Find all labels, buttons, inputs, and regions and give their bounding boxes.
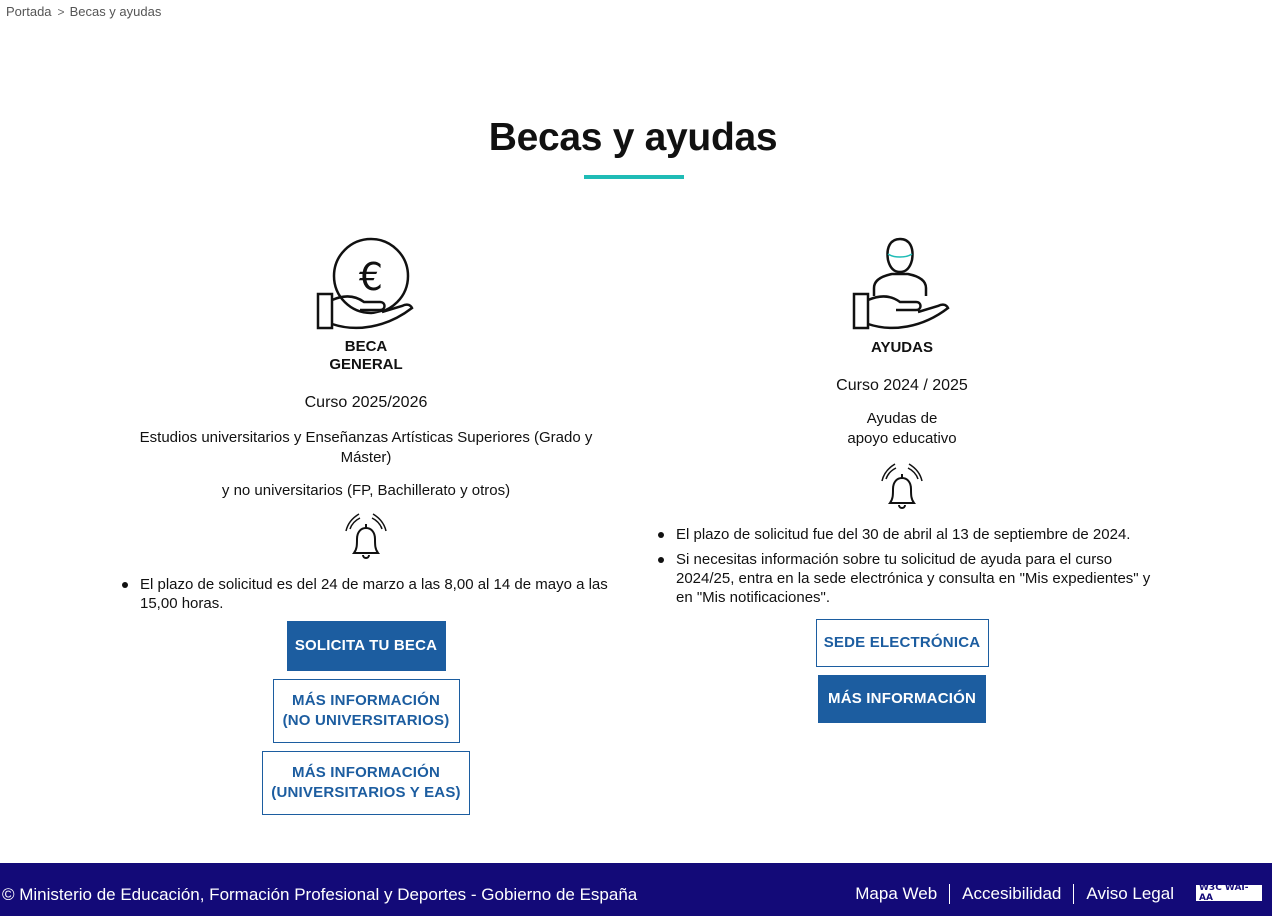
- breadcrumb-home-link[interactable]: Portada: [6, 4, 52, 19]
- title-underline: [584, 175, 684, 179]
- ayudas-info-list: [650, 525, 1154, 607]
- beca-general-course: Curso 2025/2026: [304, 394, 428, 411]
- list-item: El plazo de solicitud fue del 30 de abril al 13 de septiembre de 2024.: [654, 525, 1154, 544]
- bell-ringing-icon: [341, 513, 391, 561]
- breadcrumb: [6, 4, 161, 19]
- accesibilidad-link[interactable]: Accesibilidad: [962, 884, 1062, 903]
- ayudas-card: [650, 236, 1154, 723]
- breadcrumb-current: Becas y ayudas: [69, 4, 162, 19]
- aviso-legal-link[interactable]: Aviso Legal: [1086, 884, 1174, 903]
- w3c-wai-aa-badge[interactable]: W3C WAI-AA: [1196, 885, 1262, 901]
- bell-ringing-icon: [877, 463, 927, 511]
- page-title: Becas y ayudas: [488, 116, 778, 159]
- beca-general-description: Estudios universitarios y Enseñanzas Artísticas Superiores (Grado y Máster): [139, 429, 593, 466]
- chevron-right-icon: >: [57, 4, 65, 19]
- beca-general-description-2: y no universitarios (FP, Bachillerato y otros): [221, 482, 511, 499]
- ayudas-mas-informacion-button[interactable]: MÁS INFORMACIÓN: [818, 675, 986, 723]
- beca-general-info-list: [118, 575, 614, 613]
- mas-informacion-universitarios-button[interactable]: MÁS INFORMACIÓN (UNIVERSITARIOS Y EAS): [262, 751, 470, 815]
- footer-copyright: © Ministerio de Educación, Formación Profesional y Deportes - Gobierno de España: [2, 885, 638, 904]
- hand-euro-coin-icon: [316, 236, 416, 336]
- svg-text:€: €: [358, 255, 384, 299]
- ayudas-course: Curso 2024 / 2025: [836, 377, 968, 394]
- mas-informacion-no-universitarios-button[interactable]: MÁS INFORMACIÓN (NO UNIVERSITARIOS): [273, 679, 460, 743]
- beca-general-title: BECA GENERAL: [329, 338, 403, 373]
- mapa-web-link[interactable]: Mapa Web: [855, 884, 938, 903]
- beca-general-card: [118, 236, 614, 815]
- solicita-beca-button[interactable]: SOLICITA TU BECA: [287, 621, 446, 671]
- footer: [0, 863, 1272, 916]
- list-item: El plazo de solicitud es del 24 de marzo a las 8,00 al 14 de mayo a las 15,00 horas.: [118, 575, 614, 613]
- ayudas-title: AYUDAS: [871, 339, 933, 356]
- hand-person-icon: [852, 236, 952, 336]
- sede-electronica-button[interactable]: SEDE ELECTRÓNICA: [816, 619, 989, 667]
- ayudas-description: Ayudas de apoyo educativo: [847, 410, 957, 447]
- list-item: Si necesitas información sobre tu solicitud de ayuda para el curso 2024/25, entra en la sede electrónica y consulta en "Mis expedientes" y en "Mis notificaciones".: [654, 550, 1154, 607]
- footer-links: [843, 884, 1186, 904]
